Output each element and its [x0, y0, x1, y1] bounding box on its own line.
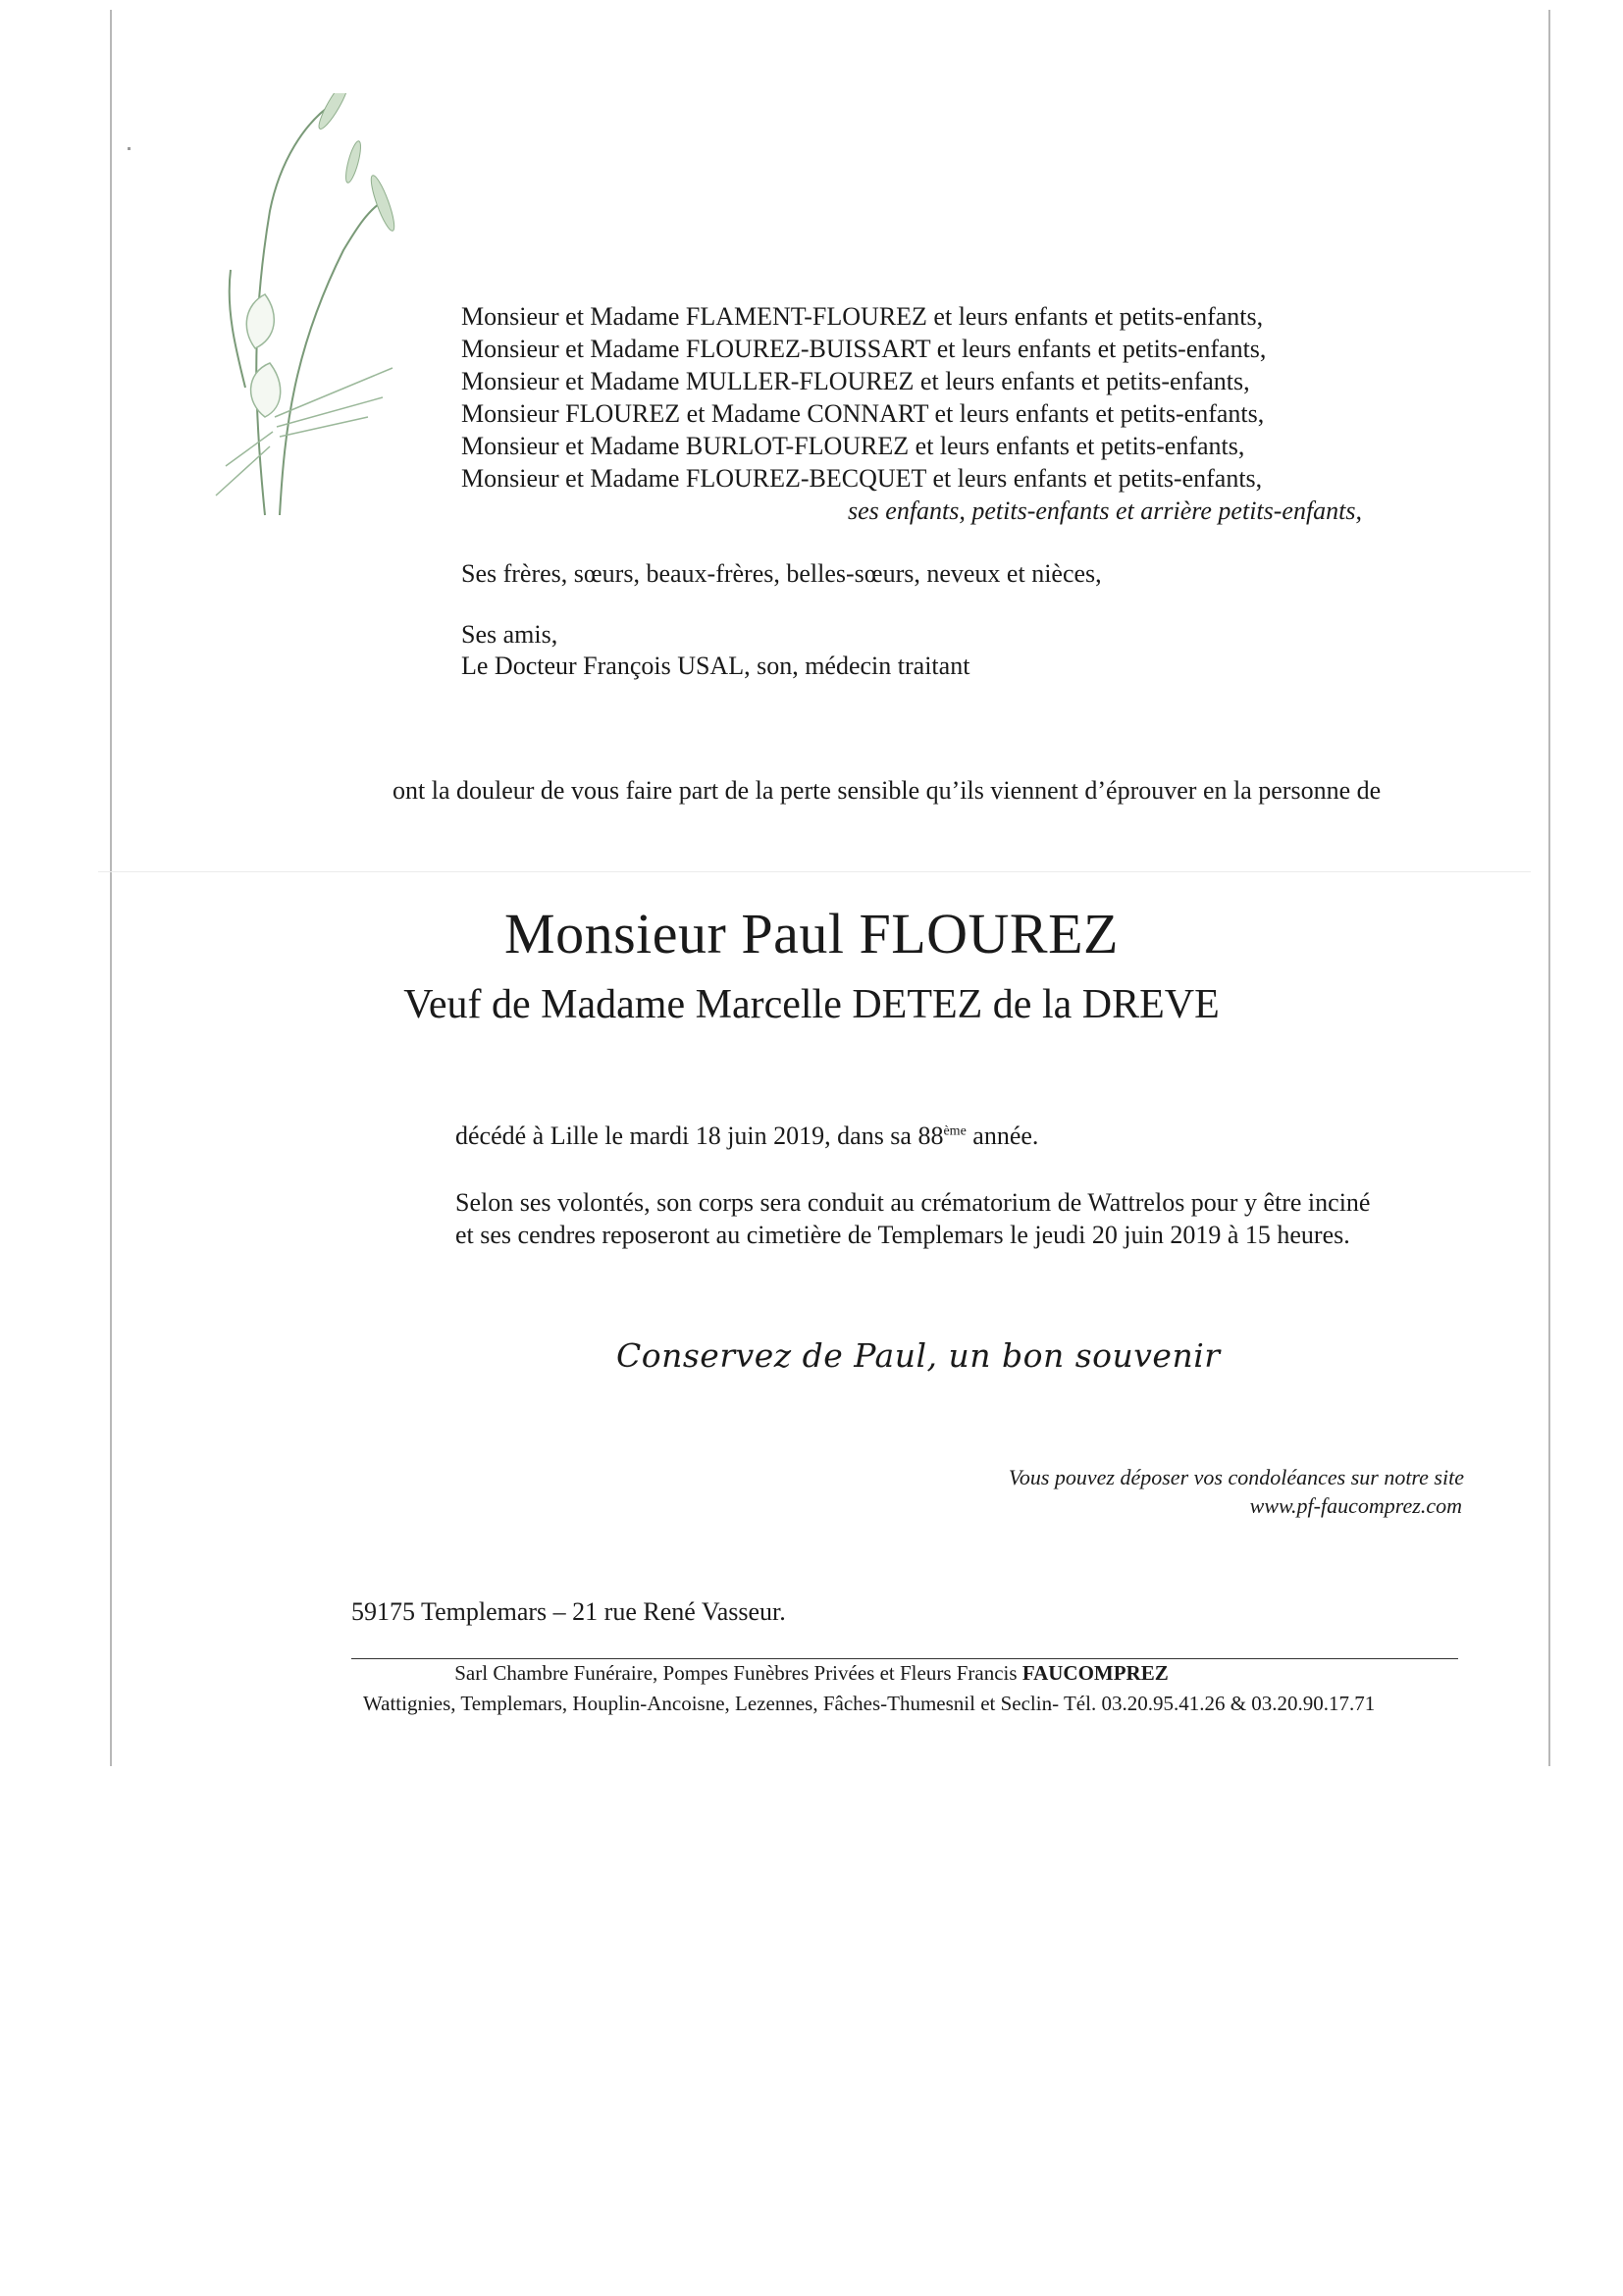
death-text: décédé à Lille le mardi 18 juin 2019, dans sa 88	[455, 1122, 944, 1150]
announcement-line: ont la douleur de vous faire part de la perte sensible qu’ils viennent d’éprouver en la personne de	[393, 776, 1382, 805]
deceased-name: Monsieur Paul FLOUREZ	[504, 902, 1119, 965]
siblings-line: Ses frères, sœurs, beaux-frères, belles-sœurs, neveux et nièces,	[461, 559, 1102, 588]
lily-wheat-illustration	[186, 93, 422, 525]
condolences-line: Vous pouvez déposer vos condoléances sur notre site	[1008, 1465, 1464, 1489]
family-line-2: Monsieur et Madame FLOUREZ-BUISSART et leurs enfants et petits-enfants,	[461, 335, 1267, 363]
memory-line: Conservez de Paul, un bon souvenir	[616, 1336, 1221, 1375]
page-edge-right	[1548, 10, 1550, 1766]
footer-company-text: Sarl Chambre Funéraire, Pompes Funèbres Privées et Fleurs Francis	[454, 1661, 1022, 1685]
speck	[128, 147, 131, 150]
family-summary: ses enfants, petits-enfants et arrière petits-enfants,	[848, 496, 1363, 525]
condolences-url: www.pf-faucomprez.com	[1249, 1493, 1462, 1518]
family-line-6: Monsieur et Madame FLOUREZ-BECQUET et leurs enfants et petits-enfants,	[461, 464, 1263, 493]
deceased-subtitle: Veuf de Madame Marcelle DETEZ de la DREVE	[403, 982, 1220, 1027]
footer-rule	[351, 1658, 1458, 1659]
family-line-3: Monsieur et Madame MULLER-FLOUREZ et leurs enfants et petits-enfants,	[461, 367, 1250, 395]
footer-company-brand: FAUCOMPREZ	[1021, 1661, 1169, 1685]
wishes-line-2: et ses cendres reposeront au cimetière de Templemars le jeudi 20 juin 2019 à 15 heures.	[455, 1221, 1350, 1249]
footer-contact: Wattignies, Templemars, Houplin-Ancoisne, Lezennes, Fâches-Thumesnil et Seclin- Tél. 03.20.95.41.26 & 03.20.90.17.71	[363, 1692, 1376, 1715]
address-line: 59175 Templemars – 21 rue René Vasseur.	[351, 1597, 786, 1626]
fold-line	[98, 871, 1531, 872]
death-line	[455, 1122, 1038, 1151]
page-edge-left	[110, 10, 112, 1766]
death-ordinal-suffix: ème	[943, 1123, 967, 1139]
footer-company	[0, 1661, 1623, 1686]
doctor-line: Le Docteur François USAL, son, médecin traitant	[461, 652, 970, 680]
family-line-5: Monsieur et Madame BURLOT-FLOUREZ et leurs enfants et petits-enfants,	[461, 432, 1245, 460]
friends-line: Ses amis,	[461, 620, 558, 649]
family-line-4: Monsieur FLOUREZ et Madame CONNART et leurs enfants et petits-enfants,	[461, 399, 1265, 428]
wishes-line-1: Selon ses volontés, son corps sera conduit au crématorium de Wattrelos pour y être inciné	[455, 1188, 1371, 1217]
family-line-1: Monsieur et Madame FLAMENT-FLOUREZ et leurs enfants et petits-enfants,	[461, 302, 1264, 331]
death-text-end: année.	[966, 1122, 1039, 1150]
